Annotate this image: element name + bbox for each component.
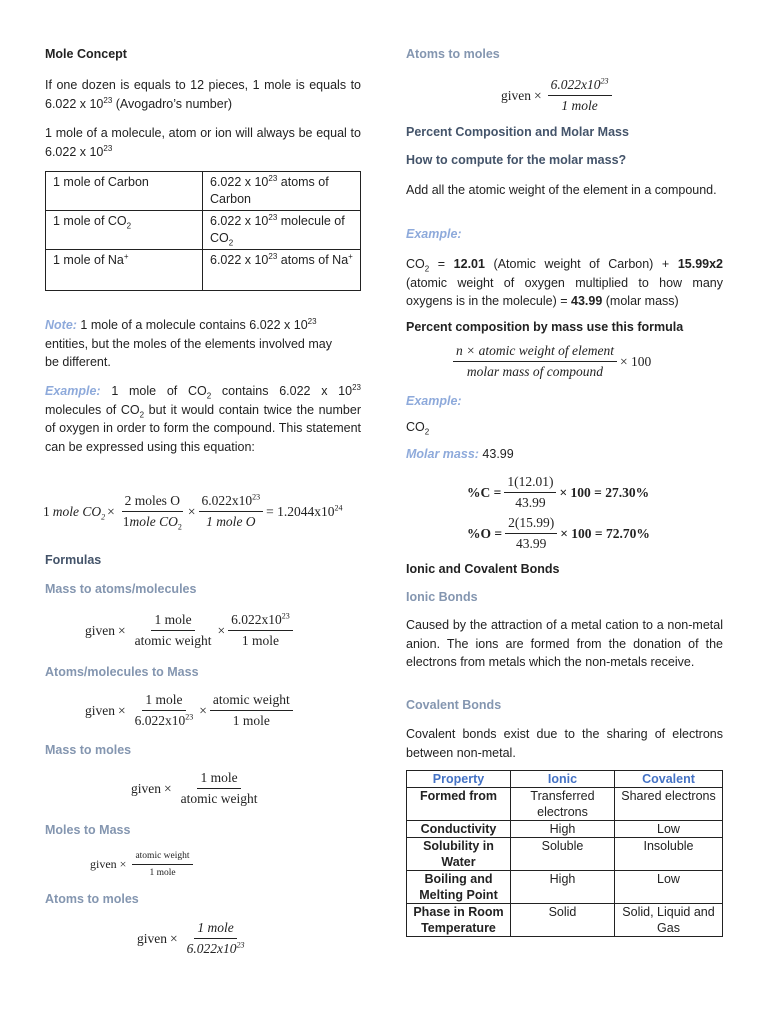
table-cell: Phase in Room Temperature	[407, 904, 511, 937]
note-paragraph: Note: 1 mole of a molecule contains 6.022 x $10^{23}$ entities, but the moles of the elements involved may be different.	[45, 316, 332, 369]
co2-molar-mass-paragraph: $CO_2 = 12.01$ (Atomic weight of Carbon) + 15.99x2 (atomic weight of oxygen multiplied to how many oxygens is in the molecule) = 43.99 (molar mass)	[406, 257, 723, 308]
mass-to-moles-title: Mass to moles	[45, 743, 132, 757]
mass-to-atoms-title: Mass to atoms/molecules	[45, 582, 197, 596]
example-label: Example:	[406, 227, 462, 241]
formula-mass-to-atoms: given × $\frac{\text{1 mole}}{\text{atomic weight}}$ × $\frac{6.022x10^{23}}{\text{1 mole}}$	[85, 612, 296, 649]
percent-formula: $\frac{\text{n × atomic weight of element}}{\text{molar mass of compound}}$ × 100	[450, 343, 651, 380]
fraction: $\frac{1(12.01)}{43.99}$	[504, 474, 556, 511]
table-row	[407, 838, 723, 871]
moles-to-mass-title: Moles to Mass	[45, 823, 131, 837]
fraction: $\frac{2(15.99)}{43.99}$	[505, 515, 557, 552]
example-paragraph: Example: 1 mole of $CO_2$ contains 6.022 x $10^{23}$ molecules of $CO_2$ but it would contain twice the number of oxygen in order to form the compound. This statement can be expressed using this equation:	[45, 382, 361, 454]
fraction: $\frac{6.022x10^{23}}{\text{1 mole}}$	[548, 77, 612, 114]
table-cell: Boiling and Melting Point	[407, 871, 511, 904]
formula-atoms-to-mass: given × $\frac{\text{1 mole}}{6.022x10^{23}}$ × $\frac{\text{atomic weight}}{\text{1 mole}}$	[85, 692, 296, 729]
molar-mass-line: Molar mass: 43.99	[406, 447, 514, 461]
table-header: Covalent	[615, 771, 723, 788]
fraction: $\frac{\text{1 mole}}{\text{atomic weight}}$	[180, 770, 258, 806]
formula-atoms-to-moles: given × $\frac{\text{1 mole}}{6.022x10^{23}}$	[137, 920, 251, 957]
fraction: $\frac{\text{1 mole}}{6.022x10^{23}}$	[186, 920, 245, 956]
table-cell: Insoluble	[615, 838, 723, 871]
table-header: Ionic	[511, 771, 615, 788]
percent-formula-title: Percent composition by mass use this formula	[406, 320, 684, 334]
table-cell: Conductivity	[407, 821, 511, 838]
equation-percent-carbon: %C = $\frac{1(12.01)}{43.99}$ × 100 = 27.30%	[467, 474, 650, 510]
fraction: $\frac{\text{atomic weight}}{\text{1 mole}}$	[132, 850, 192, 879]
table-row	[46, 211, 361, 250]
ionic-bonds-title: Ionic Bonds	[406, 590, 478, 604]
ionic-bonds-text: Caused by the attraction of a metal cation to a non-metal anion. The ions are formed from the donation of the electrons from metals which the non-metals receive.	[406, 618, 723, 669]
equation-main: 1 mole $CO_2$ × $\frac{\text{2 moles O}}{1mole CO_2}$ × $\frac{6.022x10^{23}}{\text{1 mole O}}$ = $1.2044x10^{24}$	[43, 492, 343, 532]
formula-moles-to-mass: given × $\frac{\text{atomic weight}}{\text{1 mole}}$	[90, 850, 196, 879]
table-cell: 6.022 x $10^{23}$ atoms of Carbon	[203, 172, 361, 211]
mole-concept-paragraph-1: If one dozen is equals to 12 pieces, 1 mole is equals to 6.022 x $10^{23}$ (Avogadro’s number)	[45, 78, 361, 111]
bonds-title: Ionic and Covalent Bonds	[406, 562, 560, 576]
table-cell: High	[511, 821, 615, 838]
co2-label: $CO_2$	[406, 420, 430, 437]
mole-table	[45, 171, 361, 291]
table-cell: Low	[615, 871, 723, 904]
table-cell: Solid, Liquid and Gas	[615, 904, 723, 937]
howto-title: How to compute for the molar mass?	[406, 153, 627, 167]
bonds-comparison-table	[406, 770, 723, 937]
fraction: $\frac{\text{n × atomic weight of element}}{\text{molar mass of compound}}$	[453, 343, 617, 380]
table-cell: 1 mole of $CO_2$	[46, 211, 203, 250]
covalent-bonds-title: Covalent Bonds	[406, 698, 502, 712]
formula-atoms-to-moles-2: given × $\frac{6.022x10^{23}}{\text{1 mole}}$	[501, 77, 615, 114]
table-cell: High	[511, 871, 615, 904]
table-cell: Soluble	[511, 838, 615, 871]
table-row	[407, 788, 723, 821]
fraction: $\frac{6.022x10^{23}}{\text{1 mole}}$	[228, 612, 293, 649]
covalent-bonds-text: Covalent bonds exist due to the sharing of electrons between non-metal.	[406, 727, 723, 760]
table-cell: 1 mole of Na+	[46, 250, 203, 291]
formulas-title: Formulas	[45, 553, 102, 567]
table-cell: 1 mole of Carbon	[46, 172, 203, 211]
table-row	[46, 250, 361, 291]
fraction: $\frac{\text{1 mole}}{6.022x10^{23}}$	[134, 692, 194, 728]
table-row	[407, 871, 723, 904]
table-row	[407, 821, 723, 838]
example-label-2: Example:	[406, 394, 462, 408]
howto-text: Add all the atomic weight of the element in a compound.	[406, 183, 717, 197]
table-cell: Formed from	[407, 788, 511, 821]
formula-mass-to-moles: given × $\frac{\text{1 mole}}{\text{atomic weight}}$	[131, 770, 263, 807]
mole-concept-title: Mole Concept	[45, 47, 127, 61]
table-row	[46, 172, 361, 211]
table-header-row	[407, 771, 723, 788]
atoms-to-moles-title-2: Atoms to moles	[406, 47, 500, 61]
equation-percent-oxygen: %O = $\frac{2(15.99)}{43.99}$ × 100 = 72.70%	[467, 515, 650, 551]
table-cell: Transferred electrons	[511, 788, 615, 821]
atoms-to-mass-title: Atoms/molecules to Mass	[45, 665, 199, 679]
table-cell: Solid	[511, 904, 615, 937]
table-cell: 6.022 x $10^{23}$ molecule of $CO_2$	[203, 211, 361, 250]
fraction: $\frac{\text{1 mole}}{\text{atomic weight}}$	[134, 612, 212, 648]
table-cell: Low	[615, 821, 723, 838]
table-cell: Solubility in Water	[407, 838, 511, 871]
atoms-to-moles-title: Atoms to moles	[45, 892, 139, 906]
table-cell: 6.022 x $10^{23}$ atoms of Na+	[203, 250, 361, 291]
percent-composition-title: Percent Composition and Molar Mass	[406, 125, 629, 139]
table-row	[407, 904, 723, 937]
table-cell: Shared electrons	[615, 788, 723, 821]
mole-concept-paragraph-2: 1 mole of a molecule, atom or ion will always be equal to 6.022 x $10^{23}$	[45, 126, 361, 159]
fraction: $\frac{\text{atomic weight}}{\text{1 mole}}$	[210, 692, 293, 729]
table-header: Property	[407, 771, 511, 788]
fraction: $\frac{\text{2 moles O}}{1mole CO_2}$	[122, 493, 182, 532]
fraction: $\frac{6.022x10^{23}}{\text{1 mole O}}$	[199, 493, 264, 530]
